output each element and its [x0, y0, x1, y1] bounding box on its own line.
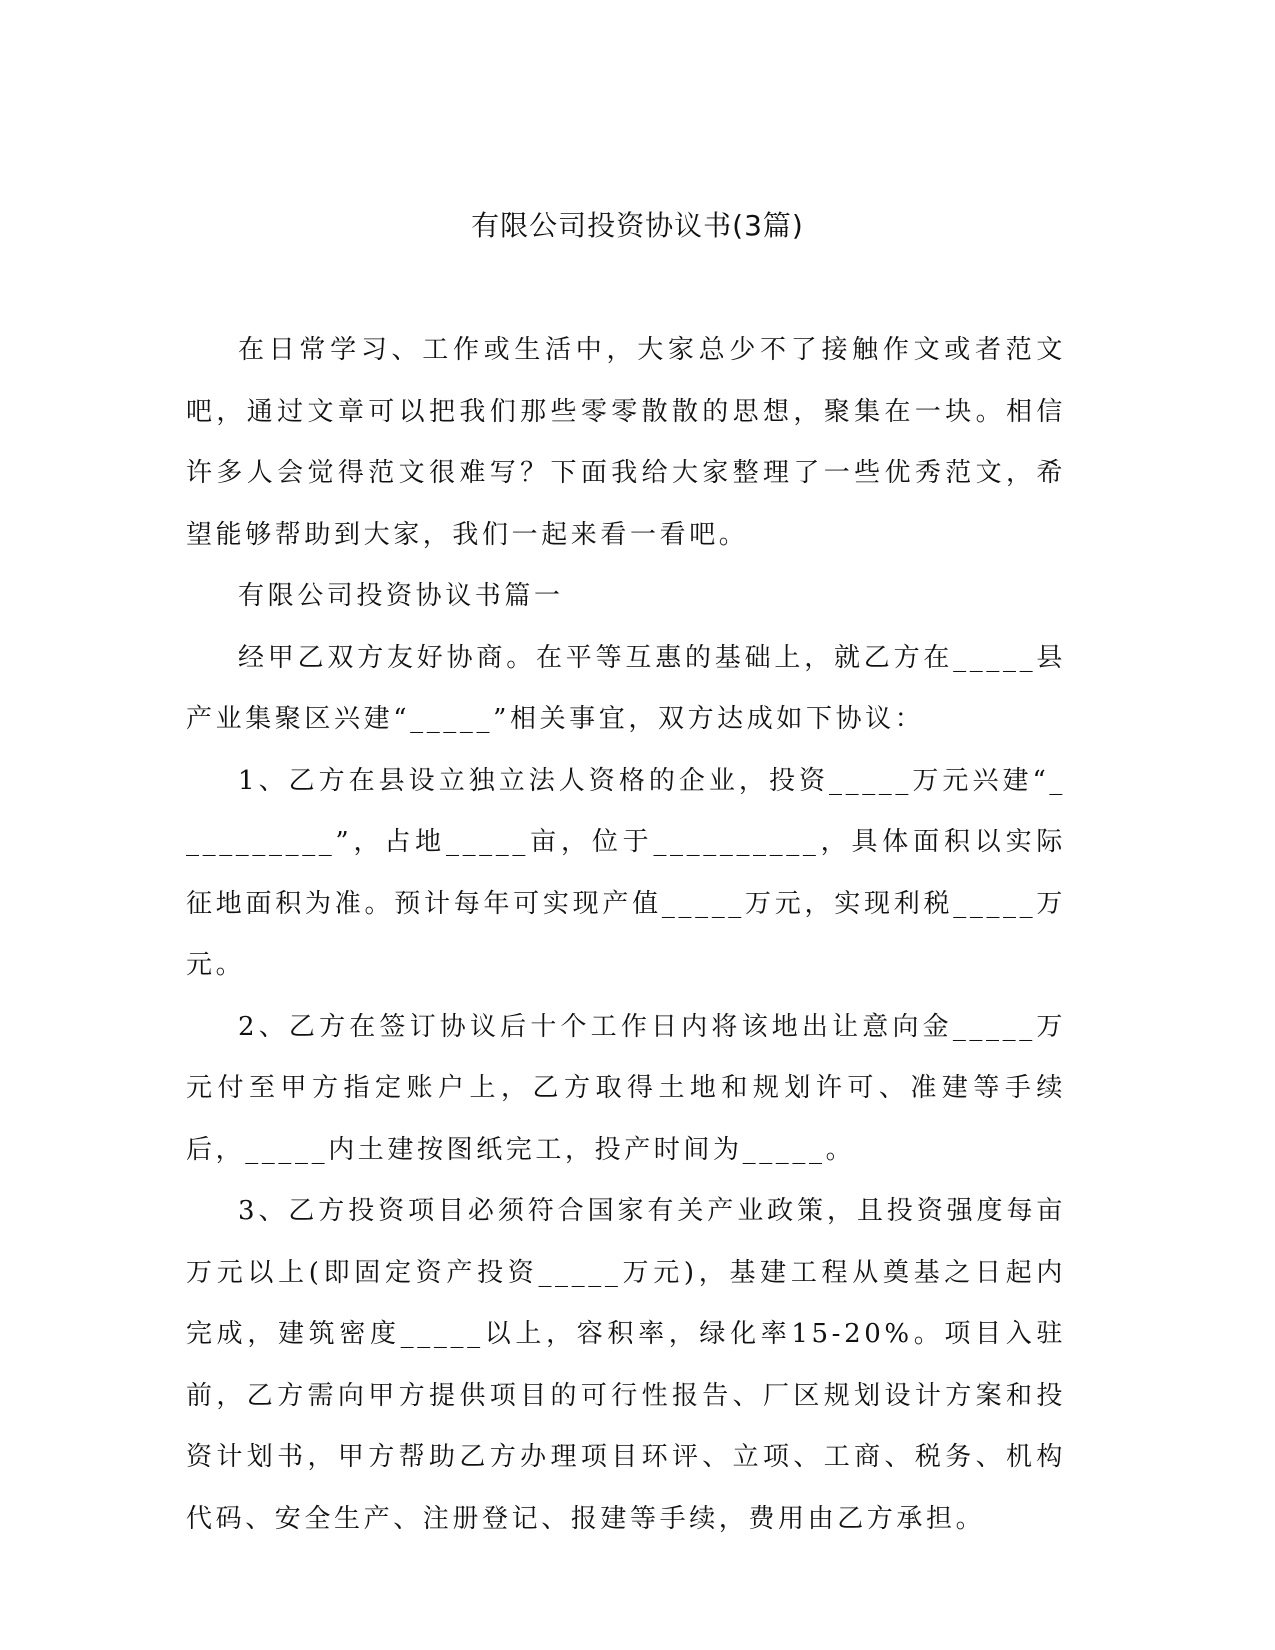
document-body [186, 320, 1066, 1550]
clause-1: 1、乙方在县设立独立法人资格的企业，投资_____万元兴建“__________”，占地_____亩，位于__________，具体面积以实际征地面积为准。预计每年可实现产值_____万元，实现利税_____万元。 [186, 765, 1066, 980]
clause-2: 2、乙方在签订协议后十个工作日内将该地出让意向金_____万元付至甲方指定账户上，乙方取得土地和规划许可、准建等手续后，_____内土建按图纸完工，投产时间为_____。 [186, 1011, 1066, 1165]
agreement-preamble: 经甲乙双方友好协商。在平等互惠的基础上，就乙方在_____县产业集聚区兴建“_____”相关事宜，双方达成如下协议： [186, 642, 1066, 734]
document-title: 有限公司投资协议书(3篇) [471, 209, 804, 242]
clause-3: 3、乙方投资项目必须符合国家有关产业政策，且投资强度每亩万元以上(即固定资产投资_____万元)，基建工程从奠基之日起内完成，建筑密度_____以上，容积率，绿化率15-20%。项目入驻前，乙方需向甲方提供项目的可行性报告、厂区规划设计方案和投资计划书，甲方帮助乙方办理项目环评、立项、工商、税务、机构代码、安全生产、注册登记、报建等手续，费用由乙方承担。 [186, 1196, 1066, 1534]
section-heading: 有限公司投资协议书篇一 [238, 581, 564, 611]
intro-paragraph: 在日常学习、工作或生活中，大家总少不了接触作文或者范文吧，通过文章可以把我们那些零零散散的思想，聚集在一块。相信许多人会觉得范文很难写？下面我给大家整理了一些优秀范文，希望能够帮助到大家，我们一起来看一看吧。 [186, 335, 1066, 550]
